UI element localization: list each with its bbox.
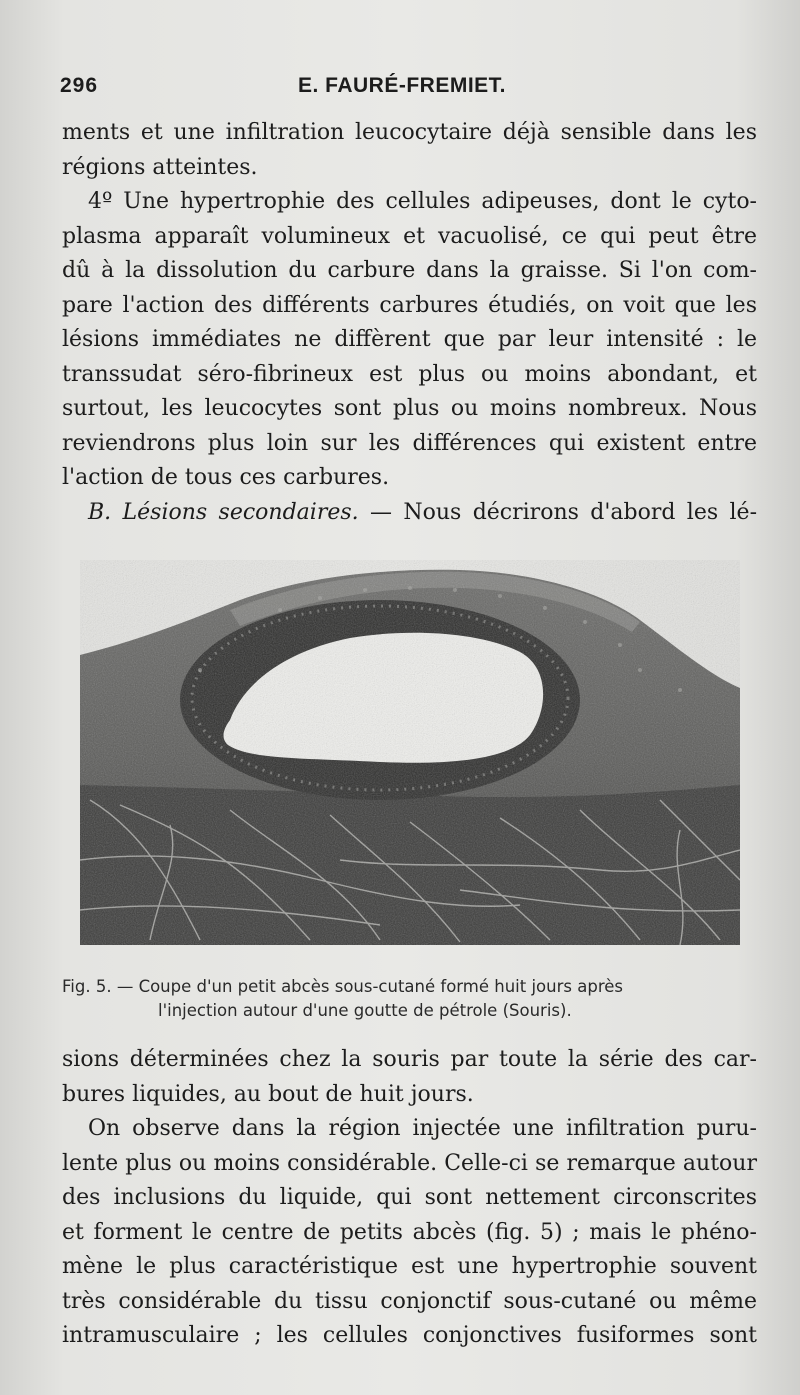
- abscess-section-illustration: [80, 560, 740, 945]
- text-line: mène le plus caractéristique est une hypertrophie souvent: [62, 1254, 757, 1279]
- text-line: ments et une infiltration leucocytaire déjà sensible dans les: [62, 120, 757, 145]
- text-line: plasma apparaît volumineux et vacuolisé, ce qui peut être: [62, 223, 757, 249]
- text-line: et forment le centre de petits abcès (fig. 5) ; mais le phéno-: [62, 1219, 757, 1245]
- caption-line-2: l'injection autour d'une goutte de pétrole (Souris).: [158, 1001, 572, 1020]
- section-heading: B. Lésions secondaires.: [88, 499, 359, 525]
- text-line: des inclusions du liquide, qui sont nettement circonscrites: [62, 1185, 757, 1210]
- text-line: surtout, les leucocytes sont plus ou moins nombreux. Nous: [62, 396, 757, 421]
- page-number: 296: [60, 74, 99, 97]
- text-line: On observe dans la région injectée une infiltration puru-: [88, 1116, 757, 1141]
- text-line: lésions immédiates ne diffèrent que par leur intensité : le: [62, 327, 757, 352]
- section-line: [62, 496, 757, 531]
- figure-caption: [62, 975, 762, 1023]
- caption-line-1: Fig. 5. — Coupe d'un petit abcès sous-cutané formé huit jours après: [62, 977, 623, 996]
- text-line: transsudat séro-fibrineux est plus ou moins abondant, et: [62, 361, 757, 387]
- text-line: 4º Une hypertrophie des cellules adipeuses, dont le cyto-: [88, 189, 757, 214]
- section-text: — Nous décrirons d'abord les lé-: [358, 499, 758, 525]
- text-line: bures liquides, au bout de huit jours.: [62, 1081, 474, 1107]
- text-line: reviendrons plus loin sur les différences qui existent entre: [62, 430, 757, 456]
- body-text-top: [62, 116, 757, 530]
- text-line: intramusculaire ; les cellules conjonctives fusiformes sont: [62, 1323, 757, 1348]
- text-line: régions atteintes.: [62, 154, 258, 180]
- running-head: [60, 74, 760, 108]
- text-line: l'action de tous ces carbures.: [62, 465, 390, 490]
- text-line: pare l'action des différents carbures étudiés, on voit que les: [62, 292, 757, 318]
- figure-micrograph: [80, 560, 740, 945]
- text-line: lente plus ou moins considérable. Celle-ci se remarque autour: [62, 1150, 757, 1176]
- text-line: sions déterminées chez la souris par toute la série des car-: [62, 1047, 757, 1072]
- body-text-bottom: [62, 1043, 757, 1354]
- text-line: dû à la dissolution du carbure dans la graisse. Si l'on com-: [62, 258, 757, 283]
- running-title: E. FAURÉ-FREMIET.: [298, 74, 507, 97]
- text-line: très considérable du tissu conjonctif sous-cutané ou même: [62, 1288, 757, 1314]
